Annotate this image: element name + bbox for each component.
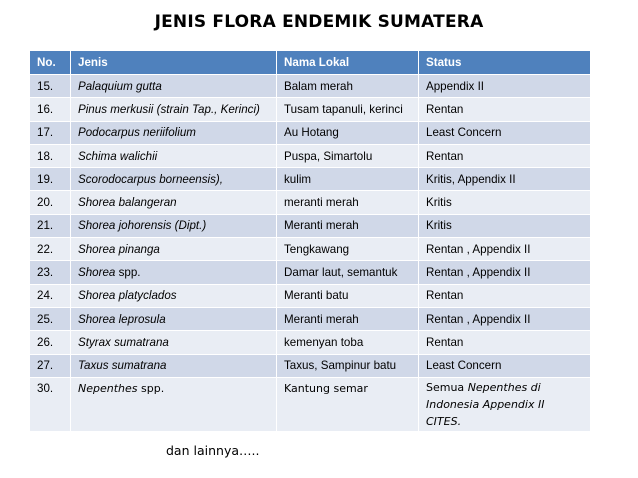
cell-status: Kritis — [419, 191, 591, 214]
cell-status — [419, 377, 591, 431]
cell-no: 21. — [30, 214, 71, 237]
cell-nama-lokal: Taxus, Sampinur batu — [277, 354, 419, 377]
table-row — [30, 121, 591, 144]
cell-status: Rentan , Appendix II — [419, 238, 591, 261]
status-prefix: Semua — [426, 380, 468, 394]
cell-nama-lokal: kemenyan toba — [277, 331, 419, 354]
cell-jenis: Palaquium gutta — [71, 75, 277, 98]
table-row — [30, 284, 591, 307]
cell-status: Rentan — [419, 98, 591, 121]
species-suffix: spp. — [137, 381, 165, 395]
cell-nama-lokal: Tusam tapanuli, kerinci — [277, 98, 419, 121]
cell-no: 24. — [30, 284, 71, 307]
cell-status: Rentan , Appendix II — [419, 307, 591, 330]
cell-jenis: Taxus sumatrana — [71, 354, 277, 377]
cell-jenis: Shorea johorensis (Dipt.) — [71, 214, 277, 237]
cell-nama-lokal: Tengkawang — [277, 238, 419, 261]
cell-nama-lokal: Au Hotang — [277, 121, 419, 144]
cell-nama-lokal: Puspa, Simartolu — [277, 144, 419, 167]
cell-no: 25. — [30, 307, 71, 330]
table-row — [30, 75, 591, 98]
cell-status: Least Concern — [419, 354, 591, 377]
header-nama-lokal: Nama Lokal — [277, 51, 419, 75]
status-italic: Nepenthes di Indonesia Appendix II CITES. — [426, 380, 545, 428]
cell-no: 26. — [30, 331, 71, 354]
cell-jenis: Pinus merkusii (strain Tap., Kerinci) — [71, 98, 277, 121]
cell-nama-lokal: Meranti batu — [277, 284, 419, 307]
table-row — [30, 377, 591, 431]
header-status: Status — [419, 51, 591, 75]
cell-status: Appendix II — [419, 75, 591, 98]
cell-jenis: Podocarpus neriifolium — [71, 121, 277, 144]
cell-jenis — [71, 377, 277, 431]
species-suffix: spp. — [115, 266, 141, 280]
page-title: JENIS FLORA ENDEMIK SUMATERA — [154, 12, 484, 32]
cell-no: 30. — [30, 377, 71, 431]
table-row — [30, 307, 591, 330]
cell-nama-lokal: Balam merah — [277, 75, 419, 98]
cell-nama-lokal: Kantung semar — [277, 377, 419, 431]
table-row — [30, 238, 591, 261]
cell-jenis: Shorea platyclados — [71, 284, 277, 307]
cell-no: 17. — [30, 121, 71, 144]
cell-nama-lokal: kulim — [277, 168, 419, 191]
cell-status: Least Concern — [419, 121, 591, 144]
table-row — [30, 261, 591, 284]
cell-no: 18. — [30, 144, 71, 167]
cell-status: Rentan — [419, 331, 591, 354]
cell-nama-lokal: Meranti merah — [277, 307, 419, 330]
cell-no: 23. — [30, 261, 71, 284]
table-row — [30, 144, 591, 167]
cell-no: 15. — [30, 75, 71, 98]
species-genus: Nepenthes — [78, 381, 138, 395]
cell-jenis: Shorea pinanga — [71, 238, 277, 261]
cell-nama-lokal: Meranti merah — [277, 214, 419, 237]
cell-nama-lokal: Damar laut, semantuk — [277, 261, 419, 284]
cell-nama-lokal: meranti merah — [277, 191, 419, 214]
header-jenis: Jenis — [71, 51, 277, 75]
footer-note: dan lainnya….. — [166, 443, 260, 458]
flora-table — [29, 50, 591, 432]
cell-no: 16. — [30, 98, 71, 121]
cell-status: Rentan , Appendix II — [419, 261, 591, 284]
table-row — [30, 331, 591, 354]
cell-status: Rentan — [419, 284, 591, 307]
cell-status: Rentan — [419, 144, 591, 167]
table-row — [30, 191, 591, 214]
cell-no: 22. — [30, 238, 71, 261]
cell-no: 27. — [30, 354, 71, 377]
species-genus: Shorea — [78, 266, 116, 280]
table-row — [30, 214, 591, 237]
cell-status: Kritis — [419, 214, 591, 237]
cell-no: 20. — [30, 191, 71, 214]
cell-jenis: Scorodocarpus borneensis), — [71, 168, 277, 191]
cell-jenis: Styrax sumatrana — [71, 331, 277, 354]
cell-no: 19. — [30, 168, 71, 191]
table-header-row — [30, 51, 591, 75]
cell-status: Kritis, Appendix II — [419, 168, 591, 191]
table-row — [30, 168, 591, 191]
cell-jenis: Shorea balangeran — [71, 191, 277, 214]
cell-jenis: Schima walichii — [71, 144, 277, 167]
cell-jenis — [71, 261, 277, 284]
table-row — [30, 354, 591, 377]
table-row — [30, 98, 591, 121]
header-no: No. — [30, 51, 71, 75]
cell-jenis: Shorea leprosula — [71, 307, 277, 330]
